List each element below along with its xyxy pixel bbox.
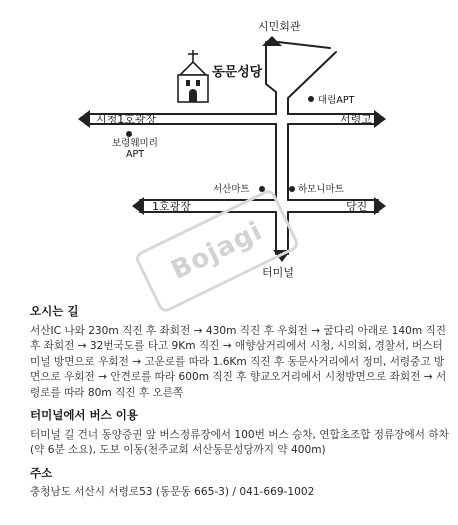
- directions-text: 서산IC 나와 230m 직진 후 좌회전 → 430m 직진 후 우회전 → 굴다리 아래로 140m 직진 후 좌회전 → 32번국도를 타고 9Km 직진 → 애향삼거리에서 시청, 시의회, 경찰서, 버스터미널 방면으로 우회전 → 고운로를 따라 1.6Km 직진 후 동문사거리에서 정미, 서령중고 방면으로 우회전 → 안견로를 따라 600m 직진 후 향교오거리에서 시청방면으로 좌회전 → 서령로를 따라 80m 직진 후 오른쪽: [30, 324, 447, 399]
- city-hall-label: 시민회관: [258, 20, 301, 33]
- church-icon: [178, 50, 208, 102]
- arrow-east-upper: [374, 110, 386, 128]
- harmony-mart-label: 하모니마트: [298, 184, 344, 195]
- bus-title: 터미널에서 버스 이용: [30, 408, 138, 422]
- address-title: 주소: [30, 465, 53, 480]
- terminal-label: 터미널: [262, 266, 294, 279]
- address-section: [30, 466, 450, 501]
- arrow-west-lower: [132, 197, 144, 215]
- arrow-north: [262, 36, 282, 46]
- bus-text: 터미널 길 건너 동양증권 앞 버스정류장에서 100번 버스 승차, 연합초조합 정류장에서 하차(약 6분 소요), 도보 이동(천주교회 서산동문성당까지 약 400m): [30, 428, 449, 456]
- boryeong-apt-dot: [126, 131, 132, 137]
- boryeong-label-line2: APT: [126, 149, 145, 160]
- road-diagonal-left: [266, 42, 276, 114]
- address-text: 충청남도 서산시 서령로53 (동문동 665-3) / 041-669-1002: [30, 486, 315, 498]
- arrow-west-upper: [78, 110, 90, 128]
- church-name-label: 동문성당: [212, 65, 263, 80]
- seoryeong-high-label: 서령고: [340, 113, 372, 126]
- boryeong-label-line1: 보령웨미리: [112, 138, 158, 149]
- road-diagonal-top: [278, 42, 330, 48]
- daerim-apt-label: 대림APT: [318, 95, 355, 106]
- dangjin-label: 당진: [346, 200, 368, 213]
- plaza-1-upper-label: 시청1호광장: [96, 113, 157, 126]
- seosan-mart-label: 서산마트: [213, 184, 250, 195]
- harmony-mart-dot: [289, 186, 295, 192]
- directions-section: [30, 304, 450, 401]
- directions-title: 오시는 길: [30, 304, 79, 318]
- plaza-1-lower-label: 1호광장: [152, 200, 191, 213]
- bus-section: [30, 408, 450, 459]
- arrow-east-lower: [374, 197, 386, 215]
- info-panel: [30, 304, 450, 508]
- daerim-apt-dot: [308, 96, 314, 102]
- watermark: Bojagi: [133, 188, 300, 315]
